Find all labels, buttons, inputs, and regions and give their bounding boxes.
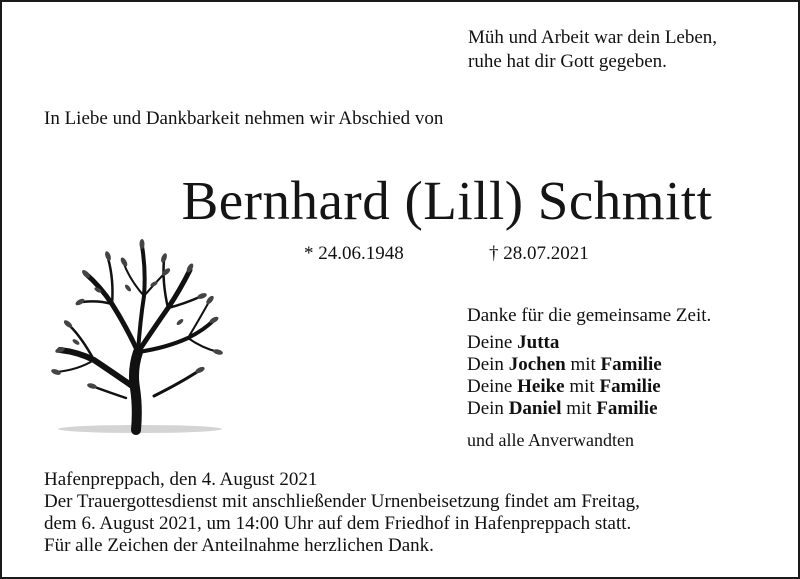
birth-date: * 24.06.1948: [304, 243, 404, 264]
family-join: mit: [566, 398, 592, 419]
deceased-name-row: [2, 166, 800, 236]
family-suffix: Familie: [600, 354, 662, 375]
family-suffix: Familie: [596, 398, 658, 419]
service-line-1: Der Trauergottesdienst mit anschließender Urnenbeisetzung findet am Freitag,: [44, 491, 640, 512]
family-prefix: Deine: [467, 332, 513, 353]
closing-line: Für alle Zeichen der Anteilnahme herzlichen Dank.: [44, 535, 434, 556]
family-line: [467, 354, 662, 376]
tree-icon: [42, 230, 232, 440]
family-prefix: Dein: [467, 398, 504, 419]
family-member-name: Heike: [517, 376, 565, 397]
family-member-name: Jutta: [517, 332, 560, 353]
family-prefix: Dein: [467, 354, 504, 375]
thanks-text: Danke für die gemeinsame Zeit.: [467, 305, 712, 326]
family-list: [467, 332, 662, 420]
place-date-line: Hafenpreppach, den 4. August 2021: [44, 469, 318, 490]
motto-line-1: Müh und Arbeit war dein Leben,: [468, 27, 718, 48]
motto-line-2: ruhe hat dir Gott gegeben.: [468, 51, 667, 72]
family-suffix: Familie: [599, 376, 661, 397]
relatives-text: und alle Anverwandten: [467, 430, 634, 450]
deceased-name: Bernhard (Lill) Schmitt: [181, 170, 713, 231]
family-line: [467, 398, 662, 420]
family-join: mit: [570, 354, 596, 375]
family-line: [467, 376, 662, 398]
motto-verse: [468, 26, 717, 74]
family-member-name: Jochen: [508, 354, 566, 375]
intro-text: In Liebe und Dankbarkeit nehmen wir Abschied von: [44, 108, 444, 129]
family-prefix: Deine: [467, 376, 513, 397]
footer-text: [44, 469, 640, 557]
family-join: mit: [569, 376, 595, 397]
service-line-2: dem 6. August 2021, um 14:00 Uhr auf dem Friedhof in Hafenpreppach statt.: [44, 513, 632, 534]
death-date: † 28.07.2021: [489, 243, 589, 264]
family-line: [467, 332, 662, 354]
family-member-name: Daniel: [508, 398, 562, 419]
